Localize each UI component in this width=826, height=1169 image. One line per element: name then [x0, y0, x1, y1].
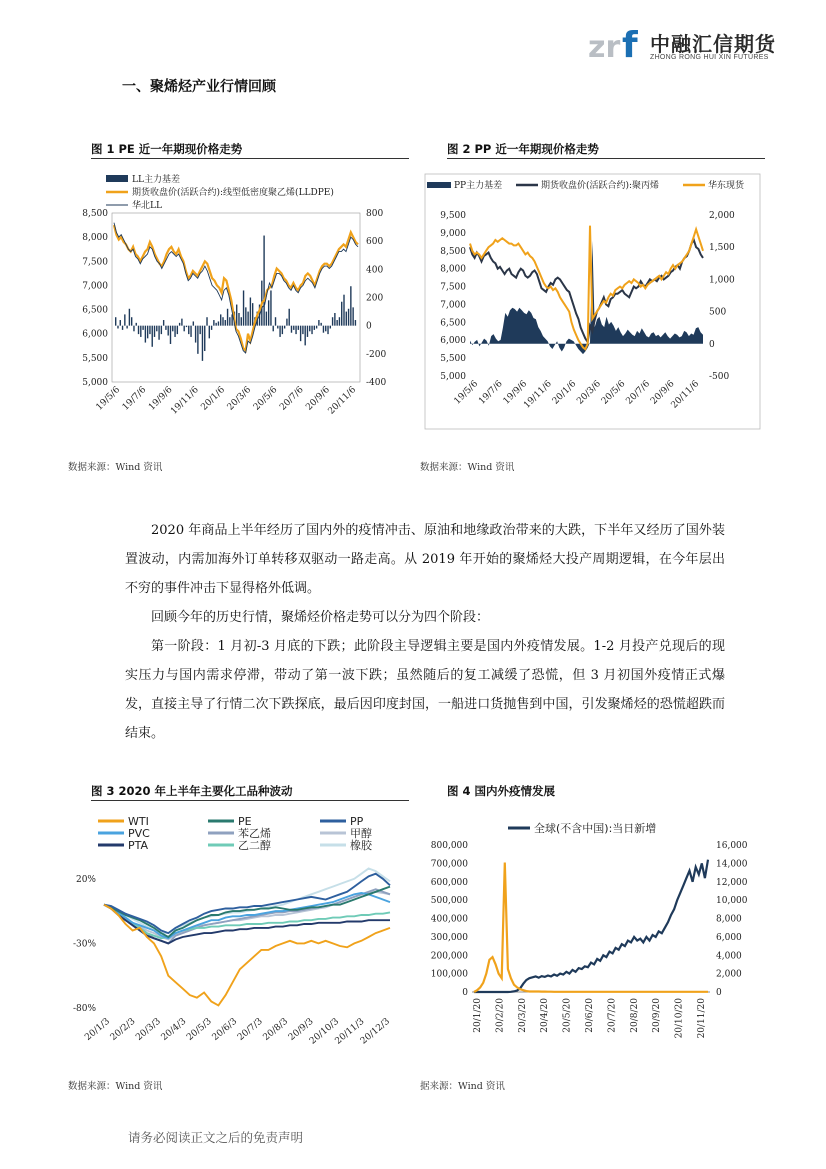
fig4-y2tick: 2,000	[716, 969, 742, 980]
fig1-basis-bar	[263, 236, 264, 326]
fig2-rule	[447, 158, 765, 159]
fig1-ytick: 5,000	[82, 378, 108, 388]
fig1-basis-bar	[343, 295, 344, 326]
fig1-y2tick: 0	[366, 321, 372, 332]
fig1-basis-bar	[129, 309, 130, 326]
fig4-xtick: 20/6/20	[585, 998, 595, 1033]
fig1-basis-bar	[355, 320, 356, 326]
fig1-basis-bar	[320, 323, 321, 326]
fig1-basis-bar	[339, 317, 340, 325]
fig1-legend-label: 期货收盘价(活跃合约):线型低密度聚乙烯(LLDPE)	[132, 188, 334, 198]
fig1-legend-swatch-basis	[106, 175, 128, 182]
fig3-xtick: 20/10/3	[308, 1016, 342, 1047]
fig4-legend-label: 全球(不含中国):当日新增	[534, 822, 657, 835]
fig1-basis-bar	[300, 326, 301, 341]
fig1-legend-label: 华北LL	[132, 201, 162, 211]
fig3-xtick: 20/9/3	[286, 1016, 316, 1043]
fig2-y2tick: -500	[709, 372, 730, 382]
fig4-ytick: 800,000	[430, 841, 468, 851]
fig2-xtick: 19/11/6	[522, 379, 554, 411]
fig2-xtick: 20/7/6	[624, 379, 653, 407]
fig3-xtick: 20/5/3	[185, 1016, 214, 1043]
fig1-basis-bar	[197, 326, 198, 354]
fig1-ytick: 6,500	[82, 305, 108, 316]
fig3-legend-label: PP	[350, 815, 364, 828]
fig1-y2tick: 800	[366, 209, 384, 219]
fig1-basis-bar	[336, 320, 337, 326]
fig1-basis-bar	[236, 305, 237, 326]
fig3-legend-label: 乙二醇	[238, 839, 271, 852]
fig1-basis-bar	[238, 313, 239, 326]
fig1-basis-bar	[133, 326, 134, 332]
paragraph-1: 2020 年商品上半年经历了国内外的疫情冲击、原油和地缘政治带来的大跌，下半年又经历了国外装置波动，内需加海外订单转移双驱动一路走高。从 2019 年开始的聚烯烃大投产周期逻辑，在今年层出不穷的事件冲击下显得格外低调。	[125, 523, 725, 596]
fig1-basis-bar	[250, 298, 251, 326]
fig1-basis-bar	[309, 326, 310, 332]
fig3-legend-label: 苯乙烯	[238, 827, 271, 840]
fig4-xtick: 20/11/20	[697, 998, 707, 1039]
fig2-xtick: 20/1/6	[550, 379, 579, 407]
fig1-basis-bar	[291, 326, 292, 333]
fig1-basis-bar	[314, 326, 315, 330]
fig3-ytick: -80%	[72, 1004, 96, 1014]
fig1-basis-bar	[327, 326, 328, 334]
fig4-y2tick: 6,000	[716, 932, 742, 943]
svg-text:f: f	[622, 25, 638, 64]
fig1-legend-label: LL主力基差	[132, 175, 180, 185]
fig2-xtick: 19/5/6	[452, 379, 481, 407]
fig2-xtick: 19/9/6	[501, 379, 530, 407]
fig1-basis-bar	[318, 320, 319, 326]
fig3-ytick: -30%	[72, 939, 96, 950]
fig2-ytick: 7,500	[440, 282, 466, 293]
fig1-basis-bar	[147, 326, 148, 339]
fig2-y2tick: 500	[709, 307, 727, 318]
fig1-basis-bar	[229, 317, 230, 325]
fig1-y2tick: -200	[366, 349, 387, 360]
fig1-basis-bar	[195, 326, 196, 343]
fig4-xtick: 20/2/20	[495, 998, 506, 1033]
fig1-basis-bar	[243, 290, 244, 325]
fig1-xtick: 19/9/6	[147, 385, 175, 413]
fig1-basis-bar	[289, 309, 290, 326]
fig3-xtick: 20/11/3	[333, 1016, 367, 1047]
fig3-legend-label: PVC	[128, 827, 150, 840]
fig1-y2tick: -400	[366, 378, 387, 388]
fig2-chart	[420, 168, 765, 438]
fig1-basis-bar	[172, 326, 173, 332]
fig1-basis-bar	[245, 307, 246, 325]
fig1-basis-bar	[152, 326, 153, 347]
fig1-basis-bar	[277, 326, 278, 329]
fig3-xtick: 20/12/3	[358, 1016, 392, 1047]
fig1-basis-bar	[346, 312, 347, 326]
fig3-rule	[91, 800, 409, 801]
fig1-xtick: 20/7/6	[278, 385, 306, 413]
fig1-ytick: 8,500	[82, 209, 108, 219]
fig2-ytick: 6,000	[440, 336, 466, 347]
fig1-y2tick: 400	[366, 265, 384, 276]
fig4-xtick: 20/10/20	[674, 998, 685, 1039]
fig1-basis-bar	[302, 326, 303, 334]
paragraph-2: 回顾今年的历史行情，聚烯烃价格走势可以分为四个阶段：	[151, 610, 490, 625]
fig1-basis-bar	[286, 319, 287, 326]
fig1-basis-bar	[348, 309, 349, 326]
fig4-ytick: 500,000	[430, 896, 468, 907]
fig1-basis-bar	[270, 290, 271, 325]
fig1-basis-bar	[165, 326, 166, 330]
fig2-y2tick: 0	[709, 339, 715, 350]
fig1-basis-bar	[204, 326, 205, 351]
fig1-basis-bar	[117, 326, 118, 329]
fig2-y2tick: 1,000	[709, 275, 735, 286]
fig1-basis-bar	[136, 323, 137, 326]
fig1-basis-bar	[161, 326, 162, 334]
fig1-ytick: 8,000	[82, 233, 108, 244]
fig1-basis-bar	[266, 312, 267, 326]
fig4-xtick: 20/4/20	[540, 998, 551, 1033]
fig1-xtick: 20/3/6	[225, 385, 254, 413]
fig4-y2tick: 12,000	[716, 877, 748, 888]
fig1-basis-bar	[282, 326, 283, 334]
company-name-en: ZHONG RONG HUI XIN FUTURES	[650, 54, 769, 61]
fig4-chart	[410, 808, 770, 1070]
fig1-xtick: 19/11/6	[169, 385, 201, 417]
fig1-basis-bar	[154, 326, 155, 337]
fig1-basis-bar	[140, 326, 141, 337]
fig4-xtick: 20/3/20	[517, 998, 528, 1033]
company-logo	[588, 18, 788, 66]
fig1-ytick: 7,000	[82, 281, 108, 292]
fig1-xtick: 20/11/6	[326, 385, 359, 417]
fig4-ytick: 300,000	[430, 932, 468, 943]
fig1-basis-bar	[247, 312, 248, 326]
fig4-ytick: 200,000	[430, 951, 468, 962]
fig1-basis-bar	[311, 326, 312, 334]
fig2-ytick: 8,000	[440, 264, 466, 275]
fig1-basis-bar	[122, 326, 123, 330]
fig1-basis-bar	[225, 320, 226, 326]
fig1-basis-bar	[206, 317, 207, 325]
fig4-xtick: 20/1/20	[473, 998, 483, 1033]
fig3-title: 图 3 2020 年上半年主要化工品种波动	[91, 784, 293, 798]
fig1-basis-bar	[298, 326, 299, 330]
fig2-y2tick: 2,000	[709, 211, 735, 221]
footer-disclaimer: 请务必阅读正文之后的免责声明	[128, 1130, 304, 1145]
fig2-ytick: 9,500	[440, 211, 466, 221]
fig1-basis-bar	[307, 326, 308, 337]
fig2-y2tick: 1,500	[709, 243, 735, 254]
fig1-basis-bar	[304, 326, 305, 346]
fig4-y2tick: 10,000	[716, 896, 748, 907]
fig1-basis-bar	[126, 326, 127, 329]
fig1-y2tick: 600	[366, 237, 384, 248]
fig1-basis-bar	[352, 307, 353, 325]
fig1-basis-bar	[142, 326, 143, 330]
fig4-ytick: 100,000	[430, 969, 468, 980]
fig4-ytick: 400,000	[430, 914, 468, 925]
fig2-ytick: 9,000	[440, 228, 466, 239]
fig4-xtick: 20/9/20	[652, 998, 663, 1033]
body-text	[125, 516, 725, 748]
fig1-xtick: 20/5/6	[251, 385, 280, 413]
fig1-basis-bar	[211, 326, 212, 330]
fig4-source: 据来源：Wind 资讯	[420, 1081, 505, 1092]
fig1-basis-bar	[183, 326, 184, 332]
fig1-basis-bar	[190, 326, 191, 337]
fig3-chart	[60, 808, 400, 1070]
fig2-ytick: 5,500	[440, 354, 466, 365]
fig1-basis-bar	[209, 326, 210, 339]
fig2-xtick: 20/9/6	[649, 379, 677, 407]
fig1-basis-bar	[174, 326, 175, 337]
fig3-xtick: 20/1/3	[83, 1016, 112, 1043]
fig4-y2tick: 8,000	[716, 914, 742, 925]
fig1-basis-bar	[156, 326, 157, 332]
logo-mark-icon	[588, 24, 648, 64]
fig1-ytick: 7,500	[82, 257, 108, 268]
fig2-xtick: 20/11/6	[669, 379, 702, 411]
fig1-basis-bar	[193, 321, 194, 325]
fig1-basis-bar	[341, 302, 342, 326]
fig3-legend-label: 甲醇	[350, 827, 372, 840]
paragraph-3: 第一阶段：1 月初-3 月底的下跌；此阶段主导逻辑主要是国内外疫情发展。1-2 月投产兑现后的现实压力与国内需求停滞，带动了第一波下跌；虽然随后的复工减缓了恐慌，但 3 月初国外疫情正式爆发，直接主导了行情二次下跌探底，最后因印度封国，一船进口货抛售到中国，引发聚烯烃的恐慌超跌而结束。	[125, 639, 725, 741]
fig4-title: 图 4 国内外疫情发展	[447, 784, 556, 798]
fig1-title: 图 1 PE 近一年期现价格走势	[91, 142, 243, 156]
fig1-basis-bar	[115, 317, 116, 325]
fig4-xtick: 20/8/20	[629, 998, 640, 1033]
fig1-basis-bar	[293, 326, 294, 330]
fig4-y2tick: 16,000	[716, 841, 748, 851]
fig4-xtick: 20/5/20	[562, 998, 573, 1033]
fig1-basis-bar	[222, 317, 223, 325]
fig2-title: 图 2 PP 近一年期现价格走势	[447, 142, 599, 156]
fig1-basis-bar	[163, 320, 164, 326]
fig1-basis-bar	[350, 286, 351, 325]
fig1-basis-bar	[220, 314, 221, 325]
fig3-legend-label: 橡胶	[350, 839, 372, 852]
fig1-xtick: 20/9/6	[304, 385, 332, 413]
fig1-basis-bar	[177, 326, 178, 334]
fig1-basis-bar	[284, 326, 285, 329]
fig1-basis-bar	[149, 326, 150, 334]
fig1-basis-bar	[124, 314, 125, 325]
fig1-basis-bar	[325, 326, 326, 332]
fig1-basis-bar	[215, 323, 216, 326]
fig1-y2tick: 200	[366, 293, 384, 304]
fig4-ytick: 0	[462, 988, 468, 998]
fig1-xtick: 19/5/6	[94, 385, 123, 413]
fig1-basis-bar	[179, 323, 180, 326]
fig3-ytick: 20%	[75, 874, 96, 885]
fig1-plot-frame	[112, 213, 360, 382]
fig1-basis-bar	[330, 326, 331, 329]
fig2-xtick: 20/5/6	[599, 379, 628, 407]
fig2-ytick: 7,000	[440, 300, 466, 311]
fig1-basis-bar	[213, 320, 214, 326]
fig1-basis-bar	[275, 317, 276, 325]
fig1-basis-bar	[138, 326, 139, 334]
fig1-xtick: 19/7/6	[120, 385, 149, 413]
fig1-basis-bar	[168, 326, 169, 336]
fig4-y2tick: 14,000	[716, 859, 748, 870]
svg-text:zr: zr	[588, 30, 621, 64]
fig2-legend-label: PP主力基差	[454, 181, 503, 191]
fig1-ytick: 5,500	[82, 353, 108, 364]
fig1-basis-bar	[295, 326, 296, 334]
fig1-basis-bar	[332, 317, 333, 325]
fig1-basis-bar	[252, 303, 253, 326]
fig4-china-line	[474, 863, 708, 993]
fig2-xtick: 20/3/6	[575, 379, 603, 407]
fig1-basis-bar	[131, 317, 132, 325]
fig2-basis-area	[470, 241, 703, 354]
fig1-basis-bar	[268, 300, 269, 325]
fig1-chart	[70, 168, 400, 438]
fig1-basis-bar	[188, 326, 189, 334]
fig1-basis-bar	[145, 326, 146, 343]
fig2-source: 数据来源：Wind 资讯	[420, 462, 515, 473]
fig1-basis-bar	[181, 319, 182, 326]
fig3-xtick: 20/3/3	[134, 1016, 163, 1043]
fig1-xtick: 20/1/6	[199, 385, 228, 413]
fig4-ytick: 700,000	[430, 859, 468, 870]
fig1-rule	[91, 158, 409, 159]
fig1-basis-bar	[227, 309, 228, 326]
fig1-basis-bar	[316, 326, 317, 329]
fig2-legend-swatch-basis	[427, 182, 451, 188]
fig1-basis-bar	[158, 326, 159, 340]
fig2-ytick: 6,500	[440, 318, 466, 329]
fig2-ytick: 5,000	[440, 372, 466, 382]
fig2-ytick: 8,500	[440, 246, 466, 257]
company-name-cn: 中融汇信期货	[650, 32, 776, 56]
fig1-basis-bar	[199, 326, 200, 334]
fig2-xtick: 19/7/6	[477, 379, 505, 407]
fig1-basis-bar	[120, 320, 121, 326]
fig1-basis-bar	[241, 317, 242, 325]
fig1-basis-bar	[323, 326, 324, 333]
fig3-legend-label: PTA	[128, 839, 149, 852]
fig3-xtick: 20/6/3	[210, 1016, 240, 1043]
fig3-xtick: 20/4/3	[159, 1016, 189, 1043]
fig4-xtick: 20/7/20	[607, 998, 618, 1033]
section-title: 一、聚烯烃产业行情回顾	[122, 79, 276, 95]
fig3-xtick: 20/7/3	[236, 1016, 265, 1043]
fig2-legend-label: 华东现货	[708, 181, 745, 191]
fig2-legend-label: 期货收盘价(活跃合约):聚丙烯	[541, 181, 660, 191]
fig3-xtick: 20/2/3	[108, 1016, 138, 1043]
fig1-basis-bar	[186, 326, 187, 327]
fig3-source: 数据来源：Wind 资讯	[68, 1081, 163, 1092]
fig1-basis-bar	[170, 326, 171, 344]
fig3-xtick: 20/8/3	[261, 1016, 291, 1043]
fig1-source: 数据来源：Wind 资讯	[68, 462, 163, 473]
fig1-ytick: 6,000	[82, 329, 108, 340]
fig1-basis-bar	[334, 313, 335, 326]
fig1-basis-bar	[202, 326, 203, 361]
fig4-ytick: 600,000	[430, 877, 468, 888]
fig3-legend-label: PE	[238, 815, 252, 828]
fig4-y2tick: 4,000	[716, 951, 742, 962]
fig4-y2tick: 0	[716, 988, 722, 998]
fig1-basis-bar	[218, 321, 219, 325]
fig1-basis-bar	[279, 326, 280, 337]
fig1-basis-bar	[273, 326, 274, 332]
fig3-legend-label: WTI	[128, 815, 149, 828]
